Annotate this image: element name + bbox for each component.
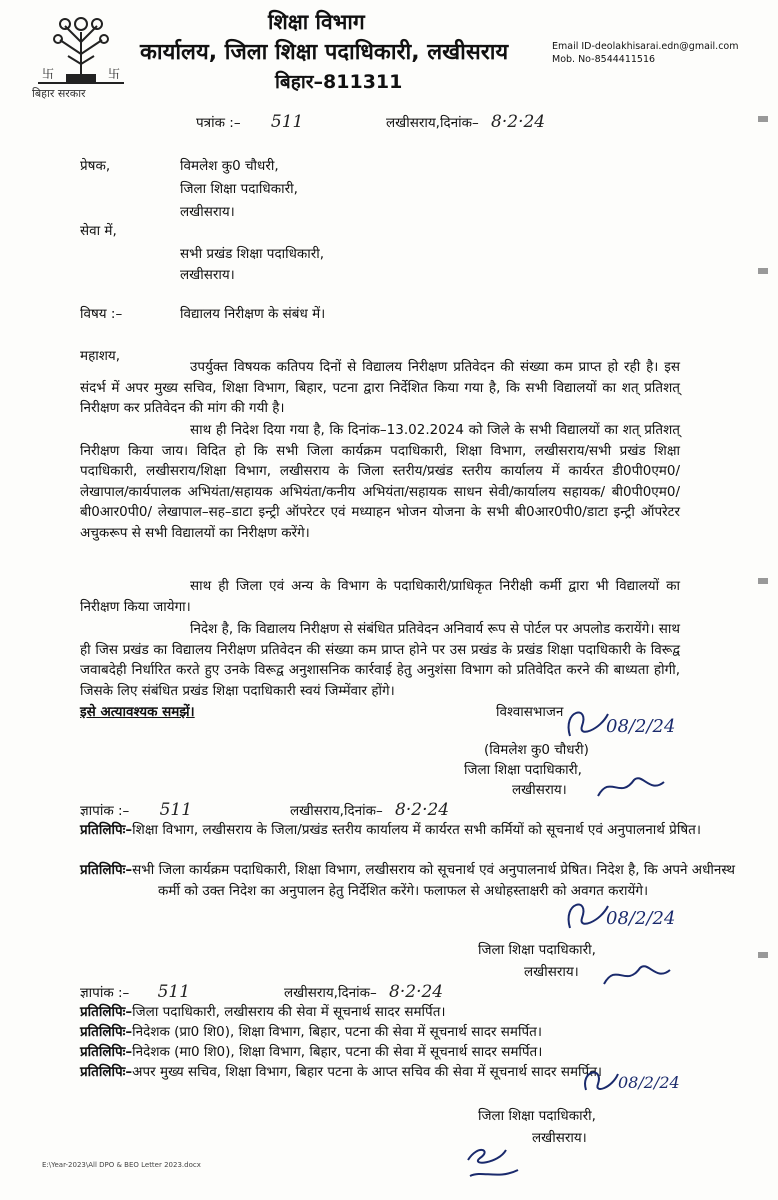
memo2-initials-icon	[458, 1140, 538, 1184]
copy-label: प्रतिलिपिः–	[80, 1004, 133, 1020]
copy-label: प्रतिलिपिः–	[80, 1024, 133, 1040]
copy-text: जिला पदाधिकारी, लखीसराय की सेवा में सूचनार्थ सादर समर्पित।	[132, 1004, 446, 1020]
edge-mark-icon	[756, 114, 772, 124]
edge-mark-icon	[756, 576, 772, 586]
recipient-line2: लखीसराय।	[180, 267, 235, 283]
closing-text: विश्वासभाजन	[496, 704, 564, 720]
office-title: कार्यालय, जिला शिक्षा पदाधिकारी, लखीसराय	[140, 40, 509, 65]
svg-text:卐: 卐	[42, 67, 55, 81]
memo1-number: 511	[159, 800, 193, 820]
signer-designation: जिला शिक्षा पदाधिकारी,	[464, 762, 582, 778]
recipient-label: सेवा में,	[80, 223, 117, 239]
memo1-date-line	[290, 800, 449, 820]
place-date-label: लखीसराय,दिनांक–	[386, 115, 479, 131]
copy-text: सभी जिला कार्यक्रम पदाधिकारी, शिक्षा विभाग, लखीसराय को सूचनार्थ एवं अनुपालनार्थ प्रेषित। निदेश है, कि अपने अधीनस्थ कर्मी को उक्त निदेश का अनुपालन हेतु निर्देशित करेंगे। फलाफल से अधोहस्ताक्षरी को अवगत करायेंगे।	[132, 862, 735, 899]
signature-date: 08/2/24	[606, 716, 676, 737]
svg-text:卐: 卐	[108, 67, 121, 81]
department-title: शिक्षा विभाग	[268, 10, 365, 34]
copy-text: निदेशक (मा0 शि0), शिक्षा विभाग, बिहार, पटना की सेवा में सूचनार्थ सादर समर्पित।	[132, 1044, 543, 1060]
copy-label: प्रतिलिपिः–	[80, 1044, 133, 1060]
memo2-ref-line	[80, 982, 190, 1002]
subject-label: विषय :–	[80, 306, 123, 322]
emblem-caption: बिहार सरकार	[32, 87, 86, 100]
subject-text: विद्यालय निरीक्षण के संबंध में।	[180, 306, 326, 322]
file-path-footer: E:\Year-2023\All DPO & BEO Letter 2023.docx	[42, 1161, 201, 1169]
copy-text: अपर मुख्य सचिव, शिक्षा विभाग, बिहार पटना के आप्त सचिव की सेवा में सूचनार्थ सादर समर्पित।	[132, 1064, 603, 1080]
signer-place: लखीसराय।	[512, 782, 567, 798]
memo2-date: 8·2·24	[389, 982, 444, 1002]
memo1-sign-date: 08/2/24	[606, 908, 676, 929]
letter-date: 8·2·24	[491, 112, 546, 132]
sender-name: विमलेश कु0 चौधरी,	[180, 158, 279, 174]
memo1-date: 8·2·24	[395, 800, 450, 820]
sender-label: प्रेषक,	[80, 158, 111, 174]
sender-place: लखीसराय।	[180, 204, 235, 220]
memo2-copy-1	[80, 1002, 680, 1023]
edge-mark-icon	[756, 950, 772, 960]
memo2-place-date-label: लखीसराय,दिनांक–	[284, 985, 377, 1001]
memo1-sig-designation: जिला शिक्षा पदाधिकारी,	[478, 942, 596, 958]
memo1-signature-icon	[560, 892, 710, 936]
memo1-sig-place: लखीसराय।	[524, 964, 579, 980]
body-paragraph-4: निदेश है, कि विद्यालय निरीक्षण से संबंधित प्रतिवेदन अनिवार्य रूप से पोर्टल पर अपलोड करायेंगे। साथ ही जिस प्रखंड का विद्यालय निरीक्षण प्रतिवेदन की संख्या कम प्राप्त होने पर उस प्रखंड के प्रखंड शिक्षा पदाधिकारी के विरूद्व जवाबदेही निर्धारित करते हुए उनके विरूद्व अनुशासनिक कार्रवाई हेतु अनुशंसा विभाग को प्रतिवेदित करने की बाध्यता होगी, जिसके लिए संबंधित प्रखंड शिक्षा पदाधिकारी स्वयं जिम्मेंवार होंगे।	[80, 621, 680, 699]
memo1-initials-icon	[596, 958, 676, 992]
memo2-date-line	[284, 982, 443, 1002]
memo1-place-date-label: लखीसराय,दिनांक–	[290, 803, 383, 819]
recipient-line1: सभी प्रखंड शिक्षा पदाधिकारी,	[180, 246, 325, 262]
body-paragraph-2: साथ ही निदेश दिया गया है, कि दिनांक–13.02.2024 को जिले के सभी विद्यालयों का शत् प्रतिशत् निरीक्षण किया जाय। विदित हो कि सभी जिला कार्यक्रम पदाधिकारी, शिक्षा विभाग, लखीसराय/सभी प्रखंड शिक्षा पदाधिकारी, लखीसराय/शिक्षा विभाग, लखीसराय के जिला स्तरीय/प्रखंड स्तरीय कार्यालय में कार्यरत डी0पी0एम0/ लेखापाल/कार्यपालक अभियंता/सहायक अभियंता/कनीय अभियंता/सहायक साधन सेवी/कार्यालय सहायक/ बी0पी0एम0/बी0आर0पी0/ लेखापाल–सह–डाटा इन्ट्री ऑपरेटर एवं मध्याहन भोजन योजना के सभी बी0आर0पी0/डाटा इन्ट्री ऑपरेटर अचुकरूप से सभी विद्यालयों का निरीक्षण करेंगे।	[80, 422, 680, 541]
memo2-number: 511	[157, 982, 191, 1002]
signer-name: (विमलेश कु0 चौधरी)	[484, 742, 589, 758]
memo2-label: ज्ञापांक :–	[80, 985, 130, 1001]
copy-label: प्रतिलिपिः–	[80, 822, 133, 838]
contact-block	[552, 40, 738, 66]
initials-icon	[590, 770, 670, 804]
ref-label: पत्रांक :–	[196, 115, 241, 131]
memo1-label: ज्ञापांक :–	[80, 803, 130, 819]
memo2-sig-designation: जिला शिक्षा पदाधिकारी,	[478, 1108, 596, 1124]
memo2-copy-2	[80, 1022, 680, 1043]
copy-label: प्रतिलिपिः–	[80, 862, 133, 878]
copy-text: निदेशक (प्रा0 शि0), शिक्षा विभाग, बिहार, पटना की सेवा में सूचनार्थ सादर समर्पित।	[132, 1024, 542, 1040]
sender-designation: जिला शिक्षा पदाधिकारी,	[180, 181, 298, 197]
ref-number: 511	[270, 112, 304, 132]
body-paragraph-1: उपर्युक्त विषयक कतिपय दिनों से विद्यालय निरीक्षण प्रतिवेदन की संख्या कम प्राप्त हो रही है। इस संदर्भ में अपर मुख्य सचिव, शिक्षा विभाग, बिहार, पटना द्वारा निर्देशित किया गया है, कि सभी विद्यालयों का शत् प्रतिशत् निरीक्षण कर प्रतिवेदन की मांग की गयी है।	[80, 359, 680, 416]
body-paragraph-3: साथ ही जिला एवं अन्य के विभाग के पदाधिकारी/प्राधिकृत निरीक्षी कर्मी द्वारा भी विद्यालयों का निरीक्षण किया जायेगा।	[80, 578, 680, 615]
memo2-copy-3	[80, 1042, 680, 1063]
memo2-sig-place: लखीसराय।	[532, 1130, 587, 1146]
ref-line	[196, 112, 303, 132]
memo1-ref-line	[80, 800, 192, 820]
memo2-signature-icon	[580, 1062, 700, 1098]
mobile-text: Mob. No-8544411516	[552, 54, 656, 65]
email-text: Email ID-deolakhisarai.edn@gmail.com	[552, 41, 739, 52]
ref-date-line	[386, 112, 545, 132]
edge-mark-icon	[756, 266, 772, 276]
salutation: महाशय,	[80, 348, 121, 364]
memo1-copy-1	[80, 820, 758, 841]
memo2-sign-date: 08/2/24	[618, 1073, 680, 1092]
state-pin: बिहार–811311	[275, 71, 403, 93]
copy-label: प्रतिलिपिः–	[80, 1064, 133, 1080]
urgent-note: इसे अत्यावश्यक समझें।	[80, 704, 195, 720]
copy-text: शिक्षा विभाग, लखीसराय के जिला/प्रखंड स्तरीय कार्यालय में कार्यरत सभी कर्मियों को सूचनार्थ एवं अनुपालनार्थ प्रेषित।	[132, 822, 701, 838]
